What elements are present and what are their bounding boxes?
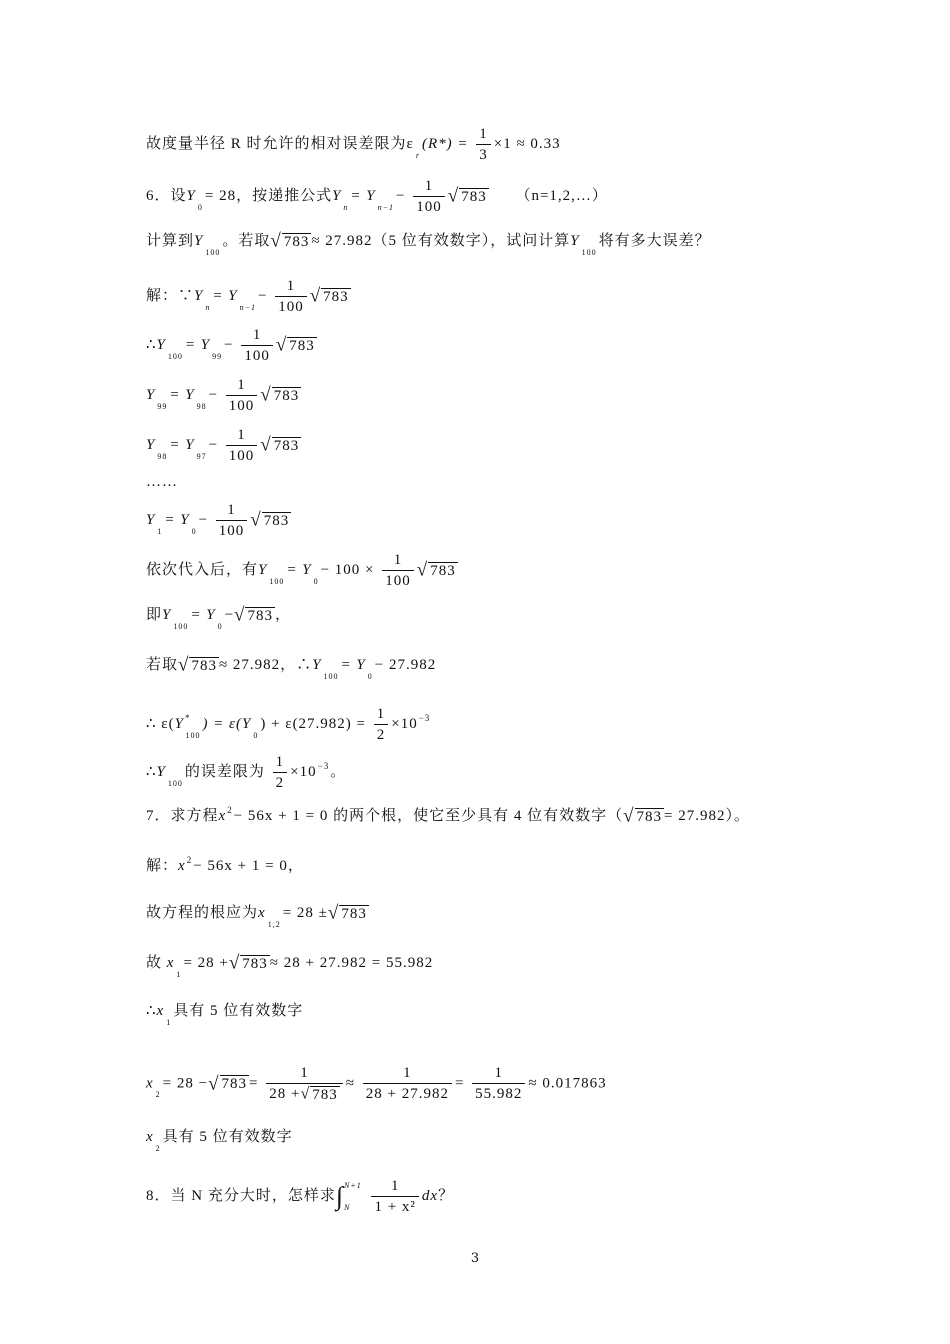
line-x2-digits: $x_2$具有 5 位有效数字 [146,1129,293,1153]
line-roots: 故方程的根应为$x_{1,2}= 28$ ±√ 783 [146,902,367,929]
line-simplified: 即$Y_{100}= Y_0-√$ 783 ， [146,604,291,631]
fraction: $\frac{1}{100}$ [226,425,258,466]
sqrt: √ 783 [623,805,663,827]
line-solution-start: 解：$\because Y_n= Y_{n-1}-$ $\frac{1}{100}$ √ 783 [146,278,349,315]
fraction: $\frac{1}{28 +√ 783}$ [266,1063,343,1105]
page-number: 3 [470,1251,480,1266]
fraction: $\frac{1}{100}$ [382,550,414,591]
sqrt: √ 783 [234,604,273,626]
line-y1: $Y_1= Y_0-$ $\frac{1}{100}$ √ 783 [146,502,290,539]
line-problem-6: 6．设$Y_0= 28$，按递推公式$Y_n= Y_{n-1}-$ $\frac{1}{100}$ √ 783 （n=1,2,…） [146,178,608,215]
line-solution-7: 解：$x^2- 56x + 1 = 0$， [146,855,304,874]
line-approx: 若取√ 783 ≈ 27.982，$\therefore Y_{100}= Y_0- 27.982$ [146,654,437,681]
fraction: $\frac{1}{28 + 27.982}$ [363,1063,452,1104]
sqrt: √ 783 [250,509,290,531]
sqrt: √ 783 [300,1085,338,1103]
line-y98: $Y_{98}= Y_{97}-$ $\frac{1}{100}$ √ 783 [146,427,300,464]
line-substitution: 依次代入后，有$Y_{100}= Y_0- 100$ × $\frac{1}{100}$ √ 783 [146,552,456,589]
line-problem-8: 8．当 N 充分大时，怎样求∫ N+1 N $\frac{1}{\text{1 + x²}}$ dx？ [146,1178,455,1215]
fraction: $\frac{1}{\text{1 + x²}}$ [371,1176,418,1217]
line-error-sum: ∴ $\varepsilon(Y^*_{100}) = \varepsilon(Y_0) + \varepsilon(27.982)$ = $\frac{1}{2}$ $\times 10^{-3}$ [146,706,431,743]
sqrt: √ 783 [260,434,300,456]
sqrt: √ 783 [447,185,487,207]
line-problem-7: 7．求方程$x^2- 56x + 1 = 0$ 的两个根，使它至少具有 4 位有效数字（√ 783 = 27.982）。 [146,805,750,827]
fraction: $\frac{1}{3}$ [476,124,491,165]
line-error-bound: $\therefore Y_{100}$的误差限为 $\frac{1}{2}$ $\times 10^{-3}$。 [146,754,347,791]
line-x2: $x_2= 28$ −√ 783 = $\frac{1}{28 +√ 783}$ ≈ $\frac{1}{28 + 27.982}$ = $\frac{1}{55.982}$ ≈ 0.017863 [146,1065,607,1103]
fraction: $\frac{1}{100}$ [241,325,273,366]
fraction: $\frac{1}{2}$ [273,752,288,793]
sqrt: √ 783 [208,1073,248,1095]
line-x1: 故 $x_1= 28$ +√ 783 ≈ 28 + 27.982 = 55.982 [146,952,434,979]
integral-sign: ∫ [335,1181,344,1211]
sqrt: √ 783 [327,902,367,924]
sqrt: √ 783 [270,230,310,252]
sqrt: √ 783 [309,285,349,307]
line-relative-error: 故度量半径 R 时允许的相对误差限为$\varepsilon_r(R*)$ = $\frac{1}{3}$ ×1 ≈ 0.33 [146,126,561,163]
sqrt: √ 783 [260,384,300,406]
line-y99: $Y_{99}= Y_{98}-$ $\frac{1}{100}$ √ 783 [146,377,300,414]
line-question-6: 计算到$Y_{100}$。若取√ 783 ≈ 27.982（5 位有效数字），试问计算$Y_{100}$将有多大误差？ [146,230,711,257]
sqrt: √ 783 [275,334,315,356]
line-x1-digits: $\therefore x_1$具有 5 位有效数字 [146,1003,304,1027]
fraction: $\frac{1}{2}$ [374,704,389,745]
line-y100: $\therefore Y_{100}= Y_{99}-$ $\frac{1}{100}$ √ 783 [146,327,315,364]
sqrt: √ 783 [228,952,268,974]
sqrt: √ 783 [178,654,217,676]
fraction: $\frac{1}{55.982}$ [472,1063,525,1104]
fraction: $\frac{1}{100}$ [216,500,248,541]
fraction: $\frac{1}{100}$ [275,276,307,317]
fraction: $\frac{1}{100}$ [226,375,258,416]
sqrt: √ 783 [416,559,456,581]
line-ellipsis: …… [146,474,178,490]
integral-limits: N+1 N [343,1180,362,1212]
fraction: $\frac{1}{100}$ [413,176,445,217]
